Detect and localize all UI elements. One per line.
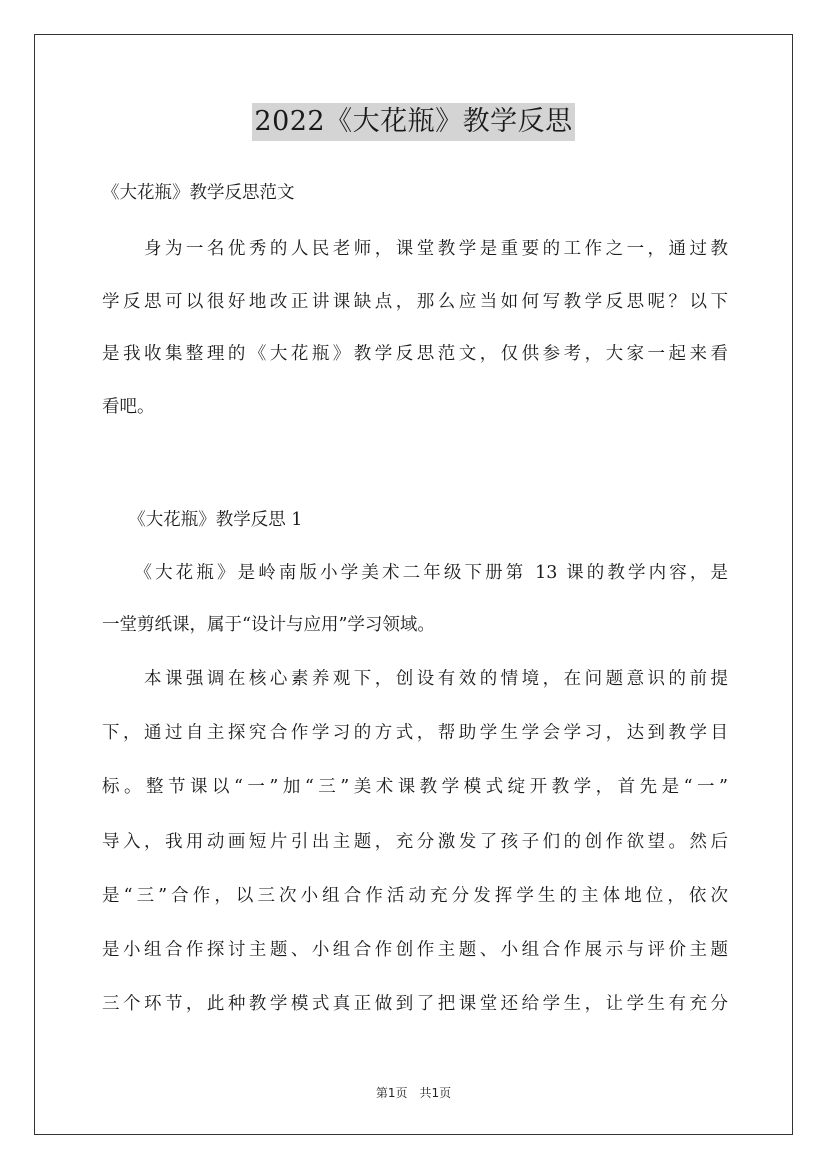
title-container <box>0 103 827 141</box>
section-heading: 《大花瓶》教学反思 1 <box>102 510 303 530</box>
intro-line-2: 学反思可以很好地改正讲课缺点，那么应当如何写教学反思呢？以下 <box>102 292 728 312</box>
para1-line-2: 一堂剪纸课，属于“设计与应用”学习领域。 <box>102 615 435 635</box>
para2-line-2: 下，通过自主探究合作学习的方式，帮助学生学会学习，达到教学目 <box>102 723 728 743</box>
para2-line-7: 三个环节，此种教学模式真正做到了把课堂还给学生，让学生有充分 <box>102 994 728 1014</box>
para1-line-1: 《大花瓶》是岭南版小学美术二年级下册第 13 课的教学内容，是 <box>102 563 728 583</box>
page-number-footer: 第1页 共1页 <box>375 1086 452 1100</box>
para2-line-3: 标。整节课以“一”加“三”美术课教学模式绽开教学，首先是“一” <box>102 777 728 797</box>
para2-line-6: 是小组合作探讨主题、小组合作创作主题、小组合作展示与评价主题 <box>102 940 728 960</box>
document-title: 2022《大花瓶》教学反思 <box>252 103 574 141</box>
para2-line-4: 导入，我用动画短片引出主题，充分激发了孩子们的创作欲望。然后 <box>102 832 728 852</box>
document-subtitle: 《大花瓶》教学反思范文 <box>102 183 295 203</box>
intro-line-3: 是我收集整理的《大花瓶》教学反思范文，仅供参考，大家一起来看 <box>102 344 728 364</box>
intro-line-1: 身为一名优秀的人民老师，课堂教学是重要的工作之一，通过教 <box>102 239 728 259</box>
para2-line-5: 是“三”合作，以三次小组合作活动充分发挥学生的主体地位，依次 <box>102 886 728 906</box>
intro-line-4: 看吧。 <box>102 397 155 417</box>
para2-line-1: 本课强调在核心素养观下，创设有效的情境，在问题意识的前提 <box>102 669 728 689</box>
